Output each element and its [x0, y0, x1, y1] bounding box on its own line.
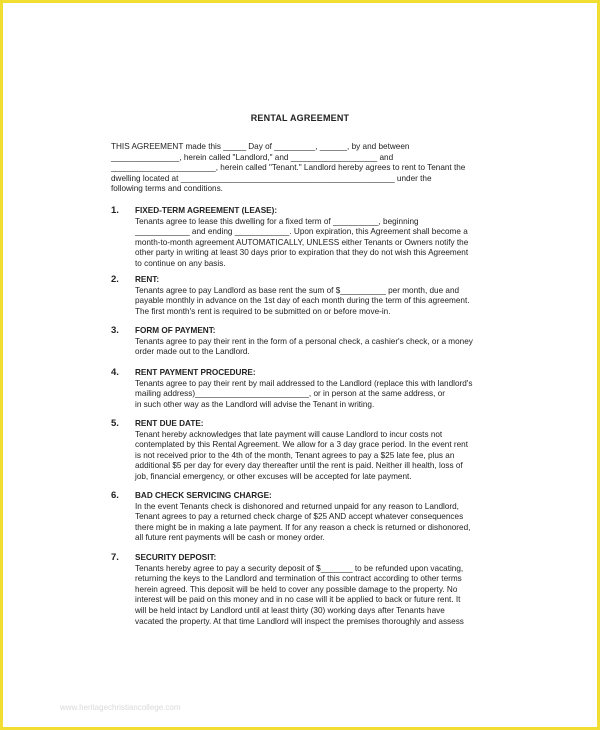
section-line: is not received prior to the 4th of the month, Tenant agrees to pay a $25 late fee, plus an: [135, 450, 455, 460]
section-text: [135, 379, 491, 411]
section-line: month-to-month agreement AUTOMATICALLY, UNLESS either Tenants or Owners notify the: [135, 237, 469, 247]
section-body: [135, 553, 491, 627]
section-number: 6.: [111, 490, 119, 501]
section-line: order made out to the Landlord.: [135, 347, 250, 357]
section-line: contemplated by this Rental Agreement. We allow for a 3 day grace period. In the event rent: [135, 440, 468, 450]
section-line: job, financial emergency, or other excuses will be accepted for late payment.: [135, 471, 412, 481]
section-heading: RENT DUE DATE:: [135, 419, 204, 428]
intro-line: following terms and conditions.: [111, 184, 223, 194]
section-line: Tenants agree to pay Landlord as base rent the sum of $__________ per month, due and: [135, 285, 460, 295]
section-heading: BAD CHECK SERVICING CHARGE:: [135, 491, 272, 500]
section-line: The first month's rent is required to be submitted on or before move-in.: [135, 306, 391, 316]
section-number: 4.: [111, 367, 119, 378]
intro-line: _______________________, herein called "Tenant." Landlord hereby agrees to rent to Tenant the: [111, 163, 466, 173]
section-body: [135, 206, 491, 270]
section-text: [135, 337, 491, 358]
section-line: interest will be paid on this money and in no case will it be applied to back or future rent. It: [135, 595, 461, 605]
watermark-text: www.heritagechristiancollege.com: [60, 703, 181, 712]
section-heading: SECURITY DEPOSIT:: [135, 553, 217, 562]
intro-line: dwelling located at _______________________________________________ under the: [111, 173, 432, 183]
section-line: other party in writing at least 30 days prior to expiration that they do not wish this Agreement: [135, 248, 469, 258]
section-line: returning the keys to the Landlord and termination of this contract according to other terms: [135, 574, 462, 584]
section-line: Tenants hereby agree to pay a security deposit of $_______ to be refunded upon vacating,: [135, 563, 464, 573]
section-number: 5.: [111, 418, 119, 429]
section-text: [135, 502, 491, 544]
section-line: Tenant agrees to pay a returned check charge of $25 AND accept whatever consequences: [135, 512, 464, 522]
section-text: [135, 217, 491, 270]
section-line: additional $5 per day for every day thereafter until the rent is paid. Neither ill health, loss of: [135, 461, 463, 471]
section-heading: RENT PAYMENT PROCEDURE:: [135, 368, 256, 377]
section-line: Tenants agree to pay their rent in the form of a personal check, a cashier's check, or a money: [135, 336, 473, 346]
section-body: [135, 326, 491, 358]
section-line: In the event Tenants check is dishonored and returned unpaid for any reason to Landlord,: [135, 501, 459, 511]
section-line: to continue on any basis.: [135, 258, 226, 268]
section-line: will be held intact by Landlord until at least thirty (30) working days after Tenants have: [135, 605, 445, 615]
section-line: all future rent payments will be cash or money order.: [135, 533, 325, 543]
section-text: [135, 430, 491, 483]
section-line: vacated the property. At that time Landlord will inspect the premises thoroughly and assess: [135, 616, 464, 626]
section-line: payable monthly in advance on the 1st day of each month during the term of this agreement.: [135, 296, 470, 306]
section-line: there might be in making a late payment. If for any reason a check is returned or dishonored,: [135, 522, 471, 532]
section-number: 1.: [111, 205, 119, 216]
section-body: [135, 275, 491, 317]
section-text: [135, 286, 491, 318]
section-number: 2.: [111, 274, 119, 285]
section-body: [135, 491, 491, 544]
intro-paragraph: [111, 142, 490, 195]
section-line: Tenants agree to lease this dwelling for a fixed term of __________, beginning: [135, 216, 419, 226]
section-line: Tenant hereby acknowledges that late payment will cause Landlord to incur costs not: [135, 429, 443, 439]
section-number: 7.: [111, 552, 119, 563]
section-heading: FIXED-TERM AGREEMENT (LEASE):: [135, 206, 278, 215]
section-body: [135, 419, 491, 483]
section-line: Tenants agree to pay their rent by mail addressed to the Landlord (replace this with landlord's: [135, 378, 473, 388]
section-body: [135, 368, 491, 410]
section-text: [135, 564, 491, 628]
section-number: 3.: [111, 325, 119, 336]
section-heading: RENT:: [135, 275, 160, 284]
intro-line: THIS AGREEMENT made this _____ Day of _________, ______, by and between: [111, 142, 410, 151]
section-line: mailing address)_________________________, or in person at the same address, or: [135, 389, 445, 399]
document-title: RENTAL AGREEMENT: [250, 113, 350, 123]
section-line: in such other way as the Landlord will advise the Tenant in writing.: [135, 399, 375, 409]
section-line: herein agreed. This deposit will be held to cover any possible damage to the property. No: [135, 584, 458, 594]
section-line: ____________ and ending ____________. Upon expiration, this Agreement shall become a: [135, 227, 468, 237]
section-heading: FORM OF PAYMENT:: [135, 326, 216, 335]
intro-line: _______________, herein called "Landlord," and ___________________ and: [111, 152, 394, 162]
